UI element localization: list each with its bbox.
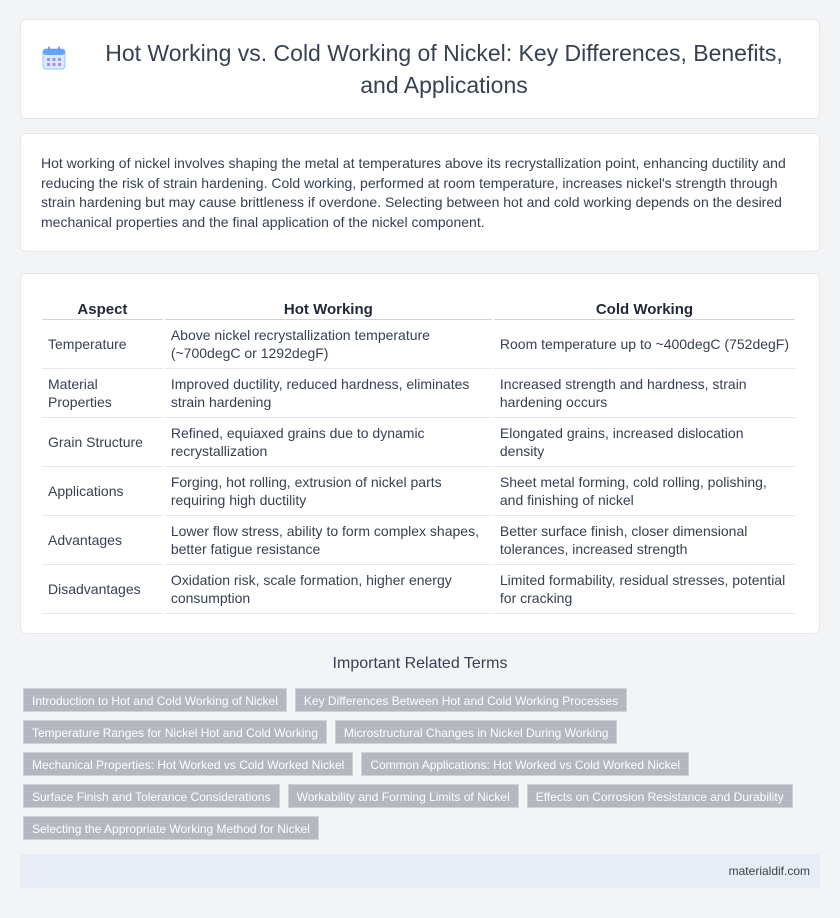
intro-card — [20, 133, 820, 252]
cold-working-cell: Limited formability, residual stresses, potential for cracking — [494, 565, 795, 614]
table-row — [42, 467, 795, 516]
hot-working-cell: Oxidation risk, scale formation, higher energy consumption — [165, 565, 492, 614]
related-term-tag[interactable]: Mechanical Properties: Hot Worked vs Cold Worked Nickel — [23, 752, 353, 776]
aspect-cell: Advantages — [42, 516, 163, 565]
header-hot-working: Hot Working — [165, 294, 492, 320]
related-term-tag[interactable]: Key Differences Between Hot and Cold Working Processes — [295, 688, 627, 712]
aspect-cell: Temperature — [42, 320, 163, 369]
aspect-cell: Grain Structure — [42, 418, 163, 467]
related-term-tag[interactable]: Surface Finish and Tolerance Considerations — [23, 784, 280, 808]
table-row — [42, 516, 795, 565]
footer-site-link[interactable]: materialdif.com — [728, 864, 810, 878]
related-term-tag[interactable]: Workability and Forming Limits of Nickel — [288, 784, 519, 808]
calendar-icon — [41, 45, 67, 71]
footer — [20, 854, 820, 888]
comparison-table — [40, 294, 797, 614]
cold-working-cell: Elongated grains, increased dislocation density — [494, 418, 795, 467]
intro-paragraph: Hot working of nickel involves shaping the metal at temperatures above its recrystallization point, enhancing ductility and reducing the risk of strain hardening. Cold working, performed at room temperature, increases nickel's strength through strain hardening but may cause brittleness if overdone. Selecting between hot and cold working depends on the desired mechanical properties and the final application of the nickel component. — [41, 155, 786, 230]
aspect-cell: Disadvantages — [42, 565, 163, 614]
related-term-tag[interactable]: Selecting the Appropriate Working Method for Nickel — [23, 816, 319, 840]
related-term-tag[interactable]: Introduction to Hot and Cold Working of Nickel — [23, 688, 287, 712]
table-row — [42, 565, 795, 614]
related-term-tag[interactable]: Effects on Corrosion Resistance and Durability — [527, 784, 793, 808]
hot-working-cell: Forging, hot rolling, extrusion of nickel parts requiring high ductility — [165, 467, 492, 516]
aspect-cell: Material Properties — [42, 369, 163, 418]
page-title: Hot Working vs. Cold Working of Nickel: Key Differences, Benefits, and Applications — [105, 40, 783, 98]
table-row — [42, 418, 795, 467]
table-header-row — [42, 294, 795, 320]
cold-working-cell: Better surface finish, closer dimensional tolerances, increased strength — [494, 516, 795, 565]
related-term-tag[interactable]: Common Applications: Hot Worked vs Cold Worked Nickel — [361, 752, 689, 776]
table-row — [42, 320, 795, 369]
table-row — [42, 369, 795, 418]
related-term-tag[interactable]: Microstructural Changes in Nickel During Working — [335, 720, 618, 744]
hot-working-cell: Improved ductility, reduced hardness, eliminates strain hardening — [165, 369, 492, 418]
hot-working-cell: Refined, equiaxed grains due to dynamic recrystallization — [165, 418, 492, 467]
related-terms-heading: Important Related Terms — [332, 655, 508, 672]
hot-working-cell: Above nickel recrystallization temperature (~700degC or 1292degF) — [165, 320, 492, 369]
cold-working-cell: Sheet metal forming, cold rolling, polishing, and finishing of nickel — [494, 467, 795, 516]
header-aspect: Aspect — [42, 294, 163, 320]
comparison-table-card — [20, 273, 820, 634]
related-terms-list — [23, 688, 813, 840]
header-cold-working: Cold Working — [494, 294, 795, 320]
related-term-tag[interactable]: Temperature Ranges for Nickel Hot and Cold Working — [23, 720, 327, 744]
hot-working-cell: Lower flow stress, ability to form complex shapes, better fatigue resistance — [165, 516, 492, 565]
title-wrap — [21, 37, 819, 101]
aspect-cell: Applications — [42, 467, 163, 516]
header-card — [20, 19, 820, 119]
cold-working-cell: Increased strength and hardness, strain hardening occurs — [494, 369, 795, 418]
cold-working-cell: Room temperature up to ~400degC (752degF) — [494, 320, 795, 369]
